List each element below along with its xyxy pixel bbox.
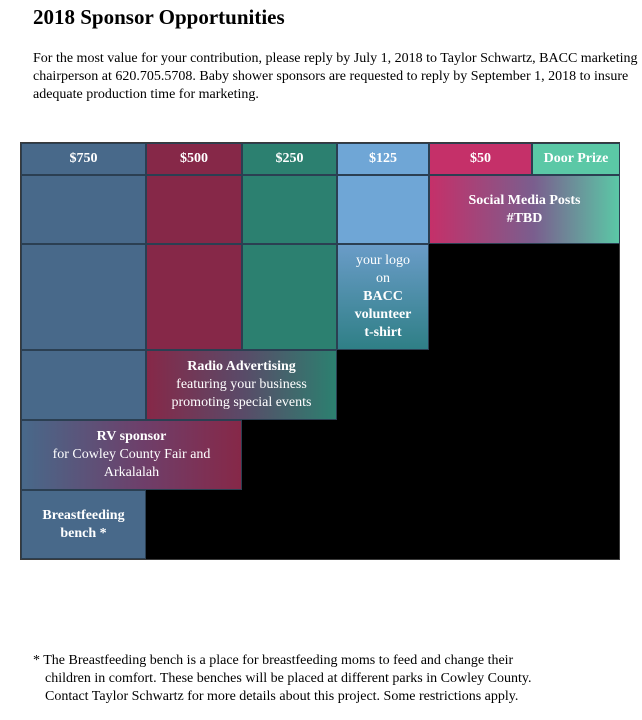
intro-paragraph: For the most value for your contribution, please reply by July 1, 2018 to Taylor Schwartz, BACC marketing chairperson at 620.705.5708. Baby shower sponsors are requested to reply by September 1, 2018 to insure adequate production time for marketing. bbox=[33, 51, 638, 102]
page-title: 2018 Sponsor Opportunities bbox=[33, 5, 285, 29]
header-125: $125 bbox=[337, 143, 429, 175]
logo-line-4: volunteer bbox=[354, 307, 412, 322]
cell-750-row2 bbox=[21, 244, 146, 350]
social-media-title: Social Media Posts bbox=[468, 192, 581, 208]
footnote-line-3: Contact Taylor Schwartz for more details about this project. Some restrictions apply. bbox=[45, 689, 519, 704]
logo-line-2: on bbox=[376, 271, 390, 286]
logo-line-3: BACC bbox=[363, 289, 403, 304]
social-media-tag: #TBD bbox=[506, 210, 543, 226]
header-500: $500 bbox=[146, 143, 242, 175]
cell-125-row1 bbox=[337, 175, 429, 244]
logo-line-1: your logo bbox=[355, 253, 411, 268]
rv-title: RV sponsor bbox=[96, 429, 167, 444]
cell-250-row2 bbox=[242, 244, 337, 350]
cell-250-row1 bbox=[242, 175, 337, 244]
header-250: $250 bbox=[242, 143, 337, 175]
bench-line-1: Breastfeeding bbox=[42, 507, 125, 523]
cell-750-row1 bbox=[21, 175, 146, 244]
header-door-prize: Door Prize bbox=[532, 143, 620, 175]
rv-line-3: Arkalalah bbox=[103, 465, 160, 480]
footnote bbox=[33, 652, 613, 706]
cell-500-row1 bbox=[146, 175, 242, 244]
sponsor-table bbox=[20, 142, 620, 560]
radio-advertising-cell bbox=[146, 350, 337, 420]
breastfeeding-bench-cell bbox=[21, 490, 146, 559]
social-media-cell bbox=[429, 175, 620, 244]
footnote-line-1: * The Breastfeeding bench is a place for breastfeeding moms to feed and change their bbox=[33, 653, 514, 668]
radio-title: Radio Advertising bbox=[187, 359, 296, 374]
header-750: $750 bbox=[21, 143, 146, 175]
footnote-line-2: children in comfort. These benches will be placed at different parks in Cowley County. bbox=[45, 671, 532, 686]
radio-line-2: featuring your business bbox=[176, 377, 307, 392]
cell-750-row3 bbox=[21, 350, 146, 420]
bench-line-2: bench * bbox=[60, 525, 107, 541]
radio-line-3: promoting special events bbox=[171, 395, 312, 410]
logo-tshirt-cell bbox=[337, 244, 429, 350]
cell-500-row2 bbox=[146, 244, 242, 350]
rv-sponsor-cell bbox=[21, 420, 242, 490]
rv-line-2: for Cowley County Fair and bbox=[52, 447, 211, 462]
header-50: $50 bbox=[429, 143, 532, 175]
logo-line-5: t-shirt bbox=[364, 325, 402, 340]
